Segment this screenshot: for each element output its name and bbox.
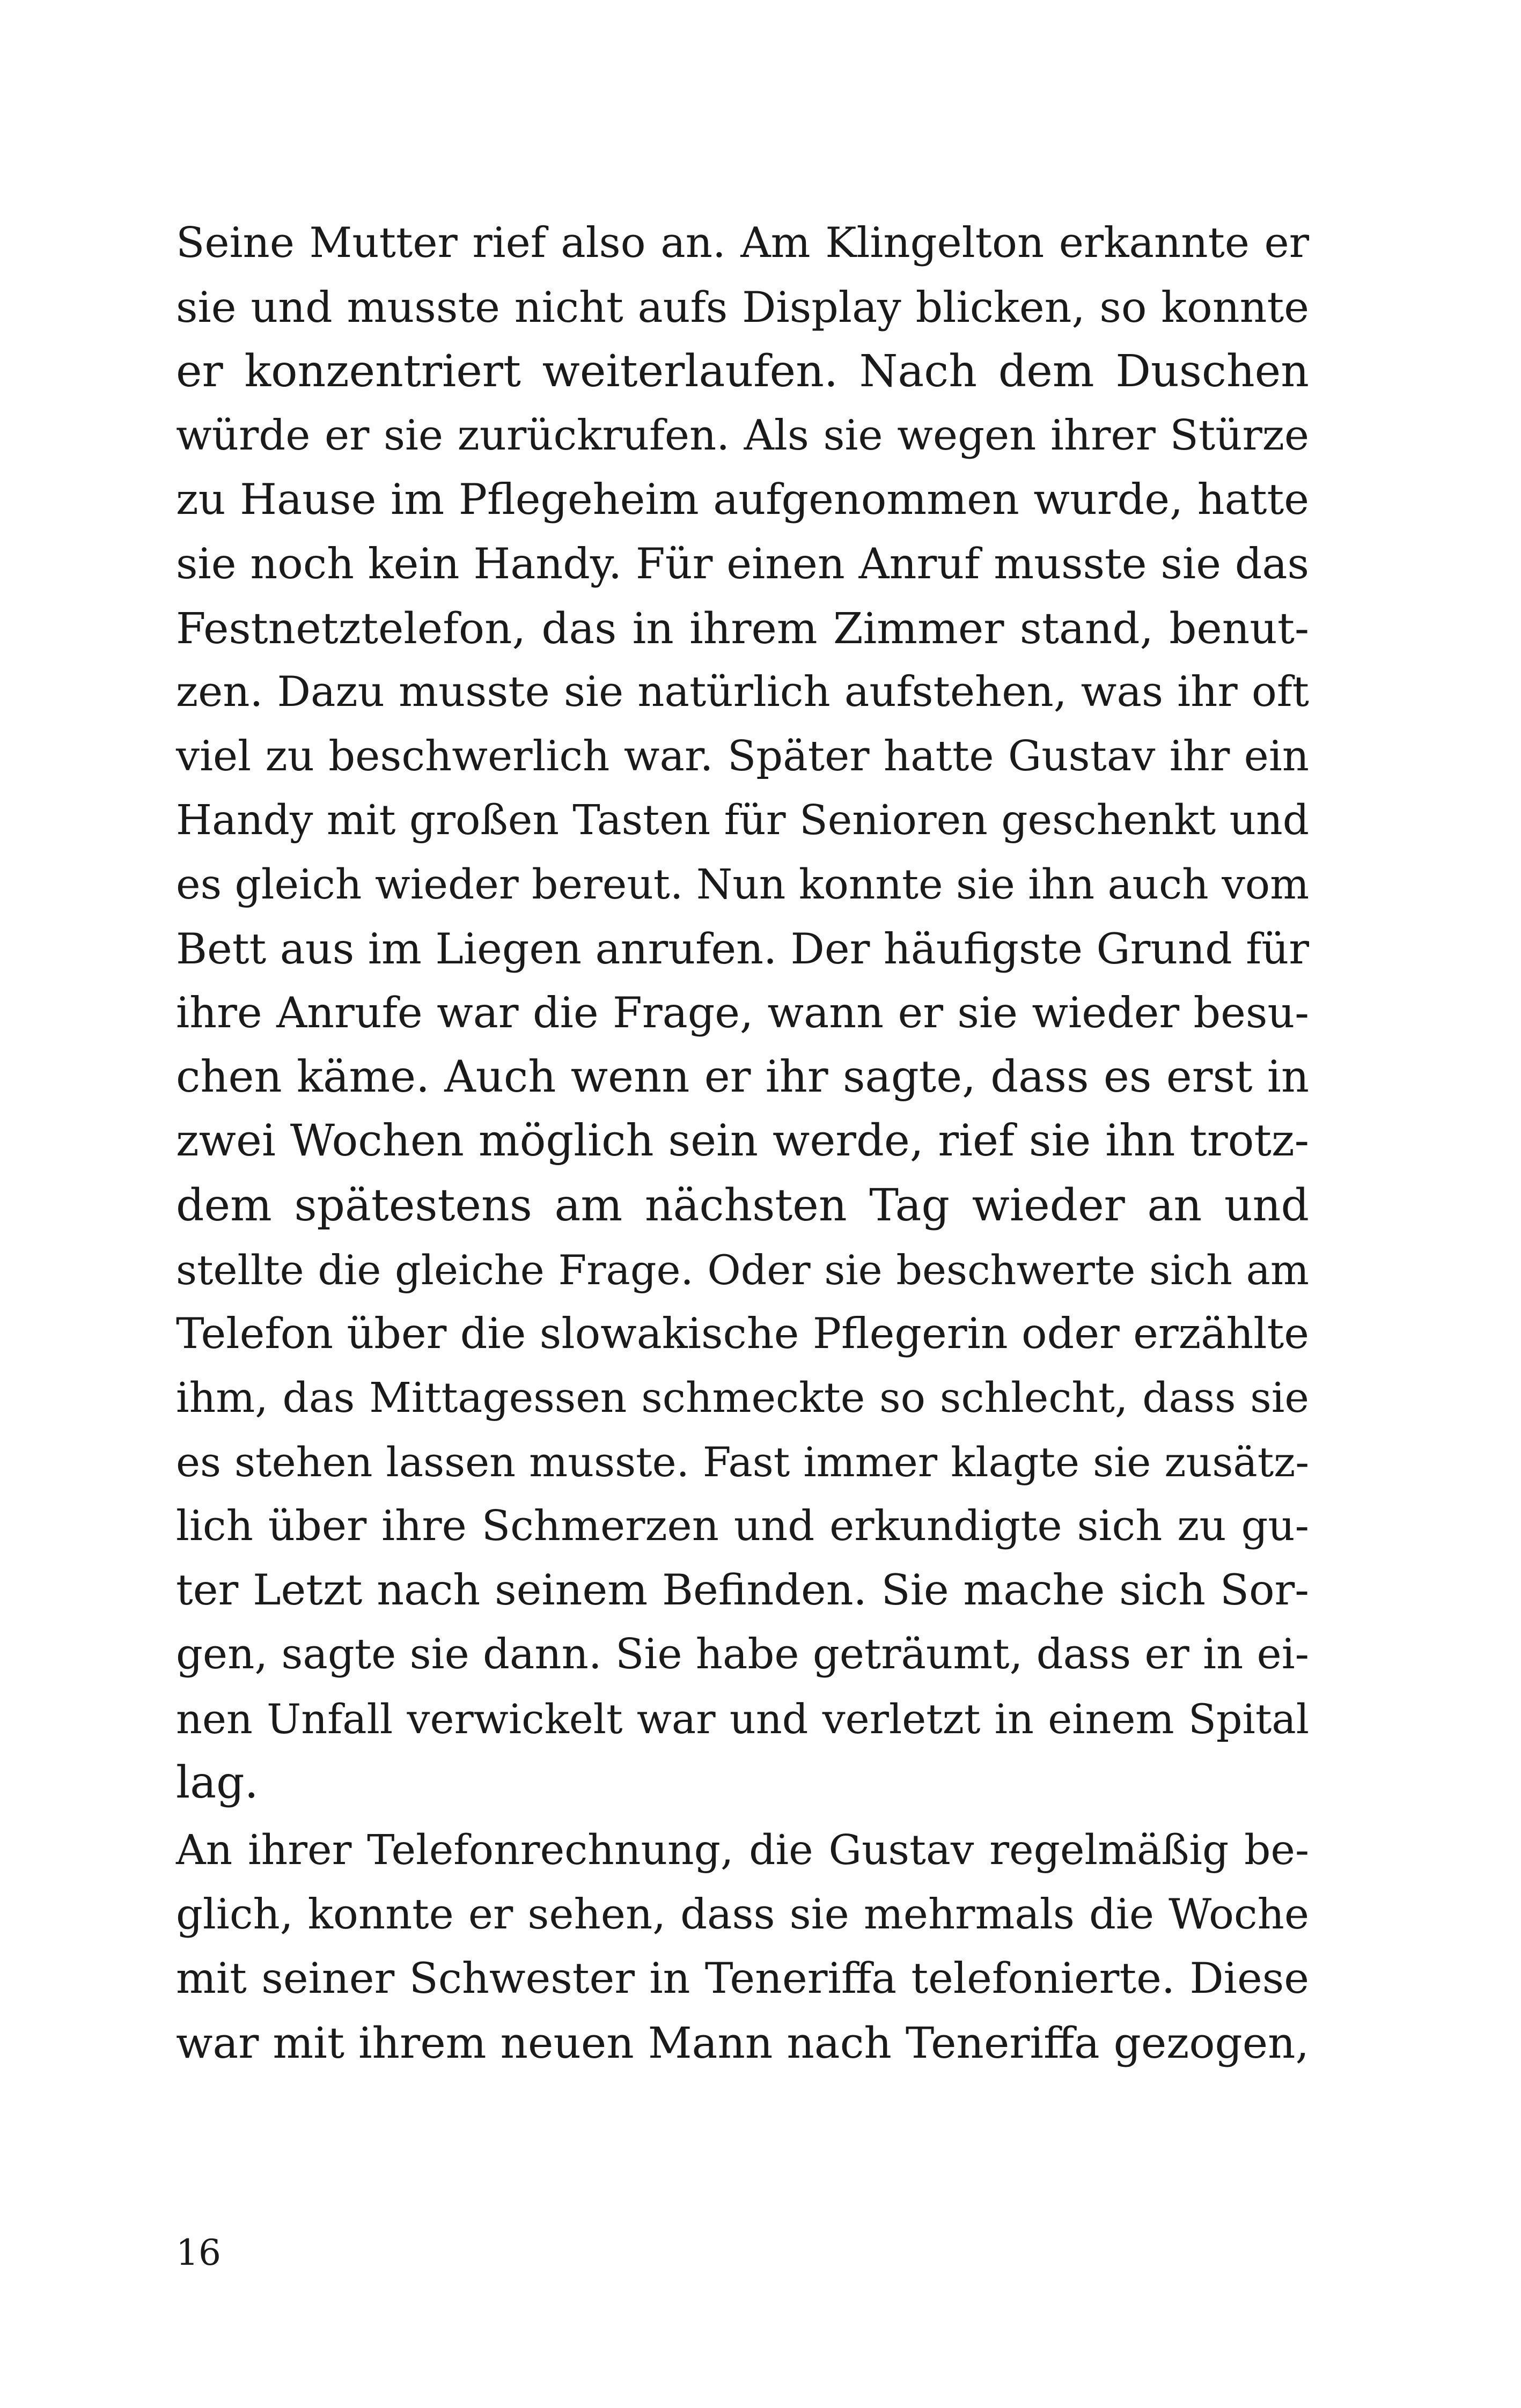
text-line: glich, konnte er sehen, dass sie mehrmals die Woche <box>176 1890 1309 1939</box>
text-line: zen. Dazu musste sie natürlich aufstehen, was ihr oft <box>176 668 1309 717</box>
text-line: Festnetztelefon, das in ihrem Zimmer stand, benut- <box>176 603 1309 653</box>
text-line: Seine Mutter rief also an. Am Klingelton erkannte er <box>176 219 1309 267</box>
page-number: 16 <box>176 2232 221 2273</box>
paragraph-1 <box>176 211 1309 1815</box>
text-line: Telefon über die slowakische Pflegerin oder erzählte <box>176 1309 1309 1359</box>
text-line: Handy mit großen Tasten für Senioren geschenkt und <box>176 797 1309 845</box>
text-line: war mit ihrem neuen Mann nach Teneriffa gezogen, <box>176 2017 1309 2068</box>
text-line: sie noch kein Handy. Für einen Anruf musste sie das <box>176 539 1309 588</box>
text-line: viel zu beschwerlich war. Später hatte Gustav ihr ein <box>176 732 1309 780</box>
text-line: würde er sie zurückrufen. Als sie wegen ihrer Stürze <box>176 411 1309 460</box>
text-line: lag. <box>176 1757 259 1809</box>
text-line: er konzentriert weiterlaufen. Nach dem Duschen <box>176 346 1309 397</box>
text-line: stellte die gleiche Frage. Oder sie beschwerte sich am <box>176 1246 1309 1294</box>
text-line: lich über ihre Schmerzen und erkundigte sich zu gu- <box>176 1501 1309 1550</box>
text-line: chen käme. Auch wenn er ihr sagte, dass es erst in <box>176 1051 1309 1102</box>
text-line: zwei Wochen möglich sein werde, rief sie ihn trotz- <box>176 1116 1309 1167</box>
text-line: es gleich wieder bereut. Nun konnte sie ihn auch vom <box>176 860 1310 909</box>
paragraph-2 <box>176 1818 1309 2075</box>
text-line: nen Unfall verwickelt war und verletzt in einem Spital <box>176 1695 1309 1743</box>
text-line: es stehen lassen musste. Fast immer klagte sie zusätz- <box>176 1438 1309 1486</box>
text-line: mit seiner Schwester in Teneriffa telefonierte. Diese <box>176 1954 1309 2004</box>
text-line: ter Letzt nach seinem Befinden. Sie mache sich Sor- <box>176 1565 1309 1615</box>
text-line: ihm, das Mittagessen schmeckte so schlecht, dass sie <box>176 1374 1309 1422</box>
text-line: sie und musste nicht aufs Display blicken, so konnte <box>176 282 1309 332</box>
text-line: gen, sagte sie dann. Sie habe geträumt, dass er in ei- <box>176 1630 1309 1679</box>
text-line: Bett aus im Liegen anrufen. Der häufigste Grund für <box>176 924 1309 974</box>
text-line: ihre Anrufe war die Frage, wann er sie wieder besu- <box>176 988 1309 1038</box>
text-line: dem spätestens am nächsten Tag wieder an und <box>176 1180 1309 1231</box>
text-line: zu Hause im Pflegeheim aufgenommen wurde, hatte <box>176 475 1309 525</box>
text-line: An ihrer Telefonrechnung, die Gustav regelmäßig be- <box>176 1827 1309 1874</box>
